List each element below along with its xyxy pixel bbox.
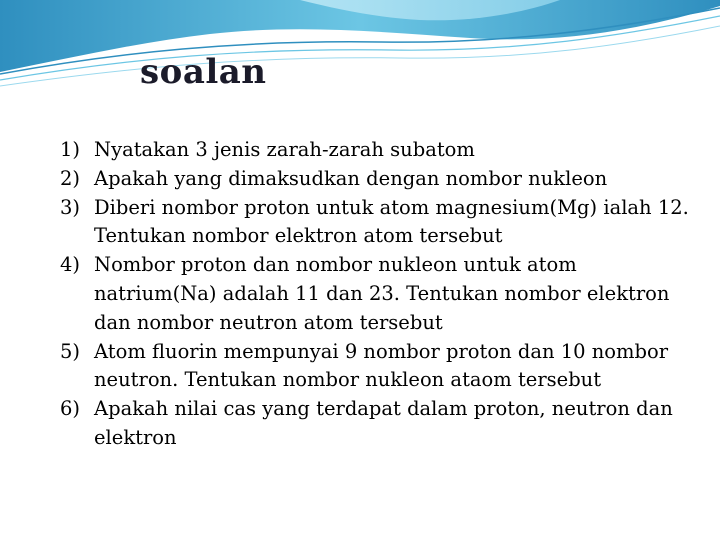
- slide-title: soalan: [140, 52, 267, 92]
- question-number: 1): [60, 138, 81, 161]
- question-item: [60, 338, 700, 396]
- question-list: [60, 136, 700, 453]
- question-item: [60, 194, 700, 252]
- question-text: Nyatakan 3 jenis zarah-zarah subatom: [94, 138, 475, 161]
- question-text: Nombor proton dan nombor nukleon untuk atom natrium(Na) adalah 11 dan 23. Tentukan nombor elektron dan nombor neutron atom tersebut: [94, 253, 670, 334]
- header-wave-decoration: [0, 0, 720, 110]
- question-text: Atom fluorin mempunyai 9 nombor proton dan 10 nombor neutron. Tentukan nombor nukleon ataom tersebut: [94, 339, 669, 392]
- question-text: Apakah yang dimaksudkan dengan nombor nukleon: [94, 166, 608, 190]
- question-number: 3): [60, 195, 81, 219]
- question-text: Diberi nombor proton untuk atom magnesium(Mg) ialah 12. Tentukan nombor elektron atom tersebut: [94, 195, 689, 248]
- question-number: 4): [60, 253, 81, 277]
- question-number: 6): [60, 397, 81, 421]
- question-item: [60, 395, 700, 453]
- question-number: 5): [60, 339, 81, 363]
- question-item: [60, 165, 700, 194]
- question-number: 2): [60, 166, 81, 190]
- question-text: Apakah nilai cas yang terdapat dalam proton, neutron dan elektron: [94, 397, 673, 449]
- question-item: [60, 136, 700, 165]
- question-item: [60, 251, 700, 337]
